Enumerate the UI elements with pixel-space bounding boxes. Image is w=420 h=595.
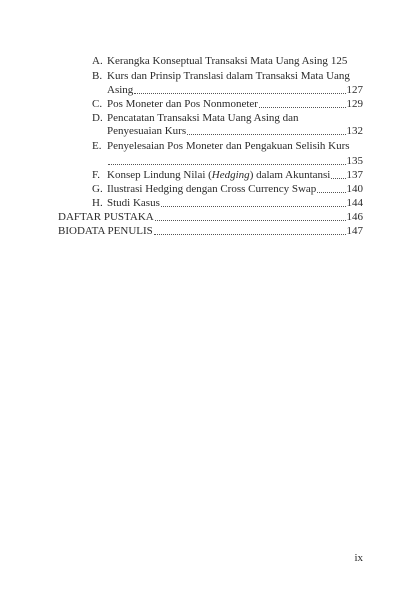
toc-page-number: 137 [346,169,363,181]
toc-title-italic: Hedging [211,169,250,181]
toc-title: Kurs dan Prinsip Translasi dalam Transaksi Mata Uang [107,70,350,82]
toc-page-number: 135 [346,155,363,167]
toc-title-post: ) dalam Akuntansi [249,169,331,181]
toc-entry-a [92,55,363,68]
toc-marker: A. [92,55,103,67]
leader-dots [154,233,346,235]
toc-entry-d [92,112,363,125]
toc-title: Pos Moneter dan Pos Nonmoneter [107,98,258,110]
leader-dots [331,177,345,179]
toc-page-number: 140 [346,183,363,195]
leader-dots [108,163,346,165]
leader-dots [187,133,345,135]
toc-entry-b-cont [107,84,363,97]
leader-dots [161,205,346,207]
toc-section-biodata-penulis [58,225,363,238]
toc-marker: C. [92,98,103,110]
toc-section-daftar-pustaka [58,211,363,224]
toc-page-number: 127 [346,84,363,96]
toc-marker: B. [92,70,103,82]
leader-dots [155,219,346,221]
toc-title: Ilustrasi Hedging dengan Cross Currency Swap [107,183,317,195]
toc-section-title: DAFTAR PUSTAKA [58,211,154,223]
leader-dots [259,106,346,108]
toc-marker: H. [92,197,103,209]
toc-title-cont: Penyesuaian Kurs [107,125,187,137]
toc-entry-c [92,98,363,111]
toc-entry-e [92,140,363,153]
toc-entry-g [92,183,363,196]
leader-dots [134,92,345,94]
toc-entry-f [92,169,363,182]
toc-entry-d-cont [107,125,363,138]
toc-marker: G. [92,183,103,195]
toc-title-cont: Asing [107,84,134,96]
toc-marker: D. [92,112,103,124]
toc-title: Penyelesaian Pos Moneter dan Pengakuan Selisih Kurs [107,140,350,152]
toc-marker: F. [92,169,100,181]
toc-title: Kerangka Konseptual Transaksi Mata Uang Asing [107,55,328,67]
toc-page-number: 146 [346,211,363,223]
toc-page-number: 129 [346,98,363,110]
toc-entry-b [92,70,363,83]
toc-entry-h [92,197,363,210]
toc-page-number: 144 [346,197,363,209]
toc-marker: E. [92,140,102,152]
toc-page-number: 125 [330,55,348,67]
page-number: ix [354,552,363,564]
leader-dots [317,191,345,193]
toc-page-number: 132 [346,125,363,137]
toc-page-number: 147 [346,225,363,237]
toc-title: Pencatatan Transaksi Mata Uang Asing dan [107,112,299,124]
toc-entry-e-cont [107,155,363,168]
toc-title-pre: Konsep Lindung Nilai ( [107,169,212,181]
toc-section-title: BIODATA PENULIS [58,225,153,237]
toc-title: Studi Kasus [107,197,160,209]
